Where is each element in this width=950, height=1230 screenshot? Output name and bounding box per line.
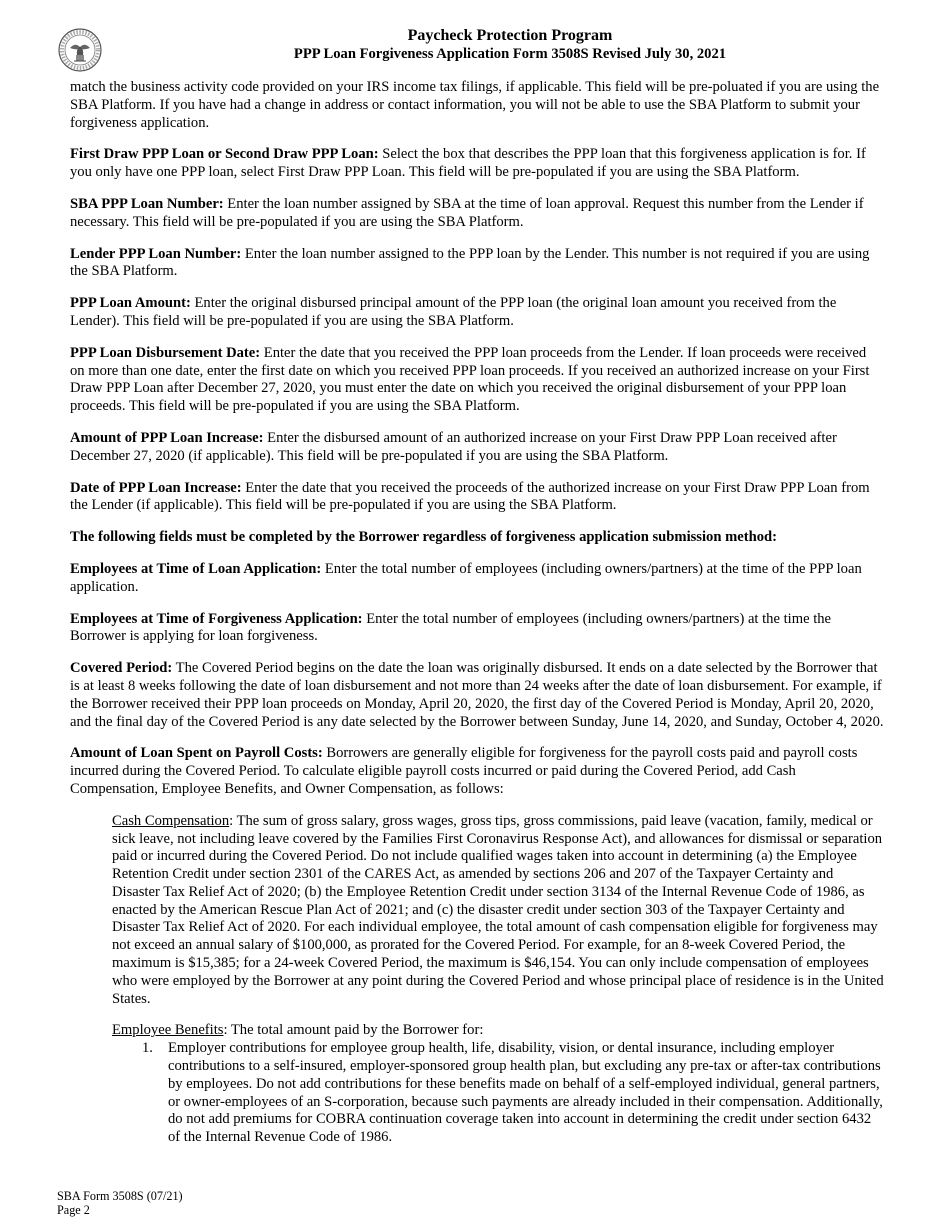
document-subtitle: PPP Loan Forgiveness Application Form 3508S Revised July 30, 2021 xyxy=(293,46,727,62)
list-item-text: Employer contributions for employee group health, life, disability, vision, or dental insurance, including employer contributions to a self-insured, employer-sponsored group health plan, but excluding any pre-tax or after-tax contributions by employees. Do not add contributions for these benefits made on behalf of a self-employed individual, general partners, or owner-employees of an S-corporation, because such payments are already included in their compensation. Additionally, do not add premiums for COBRA continuation coverage taken into account in determining the credit under section 6432 of the Internal Revenue Code of 1986. xyxy=(168,1040,883,1146)
paragraph-covered-period: Covered Period: The Covered Period begins on the date the loan was originally disbursed. It ends on a date selected by the Borrower that is at least 8 weeks following the date of loan disbursement and not more than 24 weeks after the date of loan disbursement. For example, if the Borrower received their PPP loan proceeds on Monday, April 20, 2020, the first day of the Covered Period is Monday, April 20, 2020, and the final day of the Covered Period is any date selected by the Borrower between Sunday, June 14, 2020, and Sunday, October 4, 2020. xyxy=(70,660,884,730)
list-item-number: 1. xyxy=(142,1040,153,1057)
list-item xyxy=(112,1040,884,1147)
page-footer xyxy=(57,1189,183,1218)
field-label: Covered Period: xyxy=(70,660,173,677)
instructions-body xyxy=(70,79,884,1147)
field-label: Amount of PPP Loan Increase: xyxy=(70,429,264,446)
employee-benefits-list xyxy=(112,1040,884,1147)
field-label: Cash Compensation xyxy=(112,812,230,829)
paragraph-business-info: match the business activity code provided on your IRS income tax filings, if applicable. This field will be pre-poluated if you are using the SBA Platform. If you have had a change in address or contact information, you will not be able to use the SBA Platform to submit your forgiveness application. xyxy=(70,79,880,131)
field-label: Employees at Time of Loan Application: xyxy=(70,560,322,577)
field-label: SBA PPP Loan Number: xyxy=(70,195,224,212)
paragraph-draw-type: First Draw PPP Loan or Second Draw PPP Loan: Select the box that describes the PPP loan that this forgiveness application is for. If you only have one PPP loan, select First Draw PPP Loan. This field will be pre-populated if you are using the SBA Platform. xyxy=(70,146,866,181)
paragraph-payroll-costs: Amount of Loan Spent on Payroll Costs: Borrowers are generally eligible for forgiveness for the payroll costs paid and payroll costs incurred during the Covered Period. To calculate eligible payroll costs incurred or paid during the Covered Period, add Cash Compensation, Employee Benefits, and Owner Compensation, as follows: xyxy=(70,745,858,797)
paragraph-sba-loan-number: SBA PPP Loan Number: Enter the loan number assigned by SBA at the time of loan approval. Request this number from the Lender if necessary. This field will be pre-populated if you are using the SBA Platform. xyxy=(70,195,864,230)
sba-seal-icon xyxy=(58,28,102,72)
paragraph-employees-loan-application: Employees at Time of Loan Application: Enter the total number of employees (including owners/partners) at the time of the PPP loan application. xyxy=(70,560,862,595)
field-label: First Draw PPP Loan or Second Draw PPP Loan: xyxy=(70,146,379,163)
field-label: Employee Benefits xyxy=(112,1022,224,1039)
paragraph-borrower-fields-heading: The following fields must be completed by the Borrower regardless of forgiveness application submission method: xyxy=(70,529,777,546)
field-label: PPP Loan Disbursement Date: xyxy=(70,344,261,361)
paragraph-employees-forgiveness-application: Employees at Time of Forgiveness Application: Enter the total number of employees (including owners/partners) at the time the Borrower is applying for loan forgiveness. xyxy=(70,610,832,645)
field-label: Lender PPP Loan Number: xyxy=(70,245,242,262)
paragraph-loan-increase-date: Date of PPP Loan Increase: Enter the date that you received the proceeds of the authorized increase on your First Draw PPP Loan from the Lender (if applicable). This field will be pre-populated if you are using the SBA Platform. xyxy=(70,479,870,514)
form-number: SBA Form 3508S (07/21) xyxy=(57,1189,183,1203)
field-label: Employees at Time of Forgiveness Application: xyxy=(70,610,363,627)
page-number: Page 2 xyxy=(57,1203,90,1218)
paragraph-cash-compensation: Cash Compensation: The sum of gross salary, gross wages, gross tips, gross commissions, paid leave (vacation, family, medical or sick leave, not including leave covered by the Families First Coronavirus Response Act), and allowances for dismissal or separation paid or incurred during the Covered Period. Do not include qualified wages taken into account in determining (a) the Employee Retention Credit under section 2301 of the CARES Act, as amended by sections 206 and 207 of the Taxpayer Certainty and Disaster Tax Relief Act of 2020; (b) the Employee Retention Credit under section 3134 of the Internal Revenue Code of 1986, as enacted by the American Rescue Plan Act of 2021; and (c) the disaster credit under section 303 of the Taxpayer Certainty and Disaster Tax Relief Act of 2020. For each individual employee, the total amount of cash compensation eligible for forgiveness may not exceed an annual salary of $100,000, as prorated for the Covered Period. For example, for an 8-week Covered Period, the maximum is $15,385; for a 24-week Covered Period, the maximum is $46,154. You can only include compensation of employees who were employed by the Borrower at any point during the Covered Period and whose principal place of residence is in the United States. xyxy=(112,812,884,1007)
paragraph-disbursement-date: PPP Loan Disbursement Date: Enter the date that you received the PPP loan proceeds from the Lender. If loan proceeds were received on more than one date, enter the first date on which you received PPP loan proceeds. If you received an authorized increase on your First Draw PPP Loan after December 27, 2020, you must enter the date on which you received the original disbursement of your PPP loan proceeds. This field will be pre-populated if you are using the SBA Platform. xyxy=(70,344,870,415)
field-label: Amount of Loan Spent on Payroll Costs: xyxy=(70,745,323,762)
paragraph-loan-increase-amount: Amount of PPP Loan Increase: Enter the disbursed amount of an authorized increase on your First Draw PPP Loan received after December 27, 2020 (if applicable). This field will be pre-populated if you are using the SBA Platform. xyxy=(70,429,837,464)
document-header xyxy=(140,27,880,63)
paragraph-employee-benefits: Employee Benefits: The total amount paid by the Borrower for: xyxy=(112,1022,484,1039)
field-label: PPP Loan Amount: xyxy=(70,295,191,312)
field-label: Date of PPP Loan Increase: xyxy=(70,479,242,496)
paragraph-lender-loan-number: Lender PPP Loan Number: Enter the loan number assigned to the PPP loan by the Lender. This number is not required if you are using the SBA Platform. xyxy=(70,245,870,280)
document-title: Paycheck Protection Program xyxy=(407,27,613,44)
paragraph-loan-amount: PPP Loan Amount: Enter the original disbursed principal amount of the PPP loan (the original loan amount you received from the Lender). This field will be pre-populated if you are using the SBA Platform. xyxy=(70,295,837,329)
